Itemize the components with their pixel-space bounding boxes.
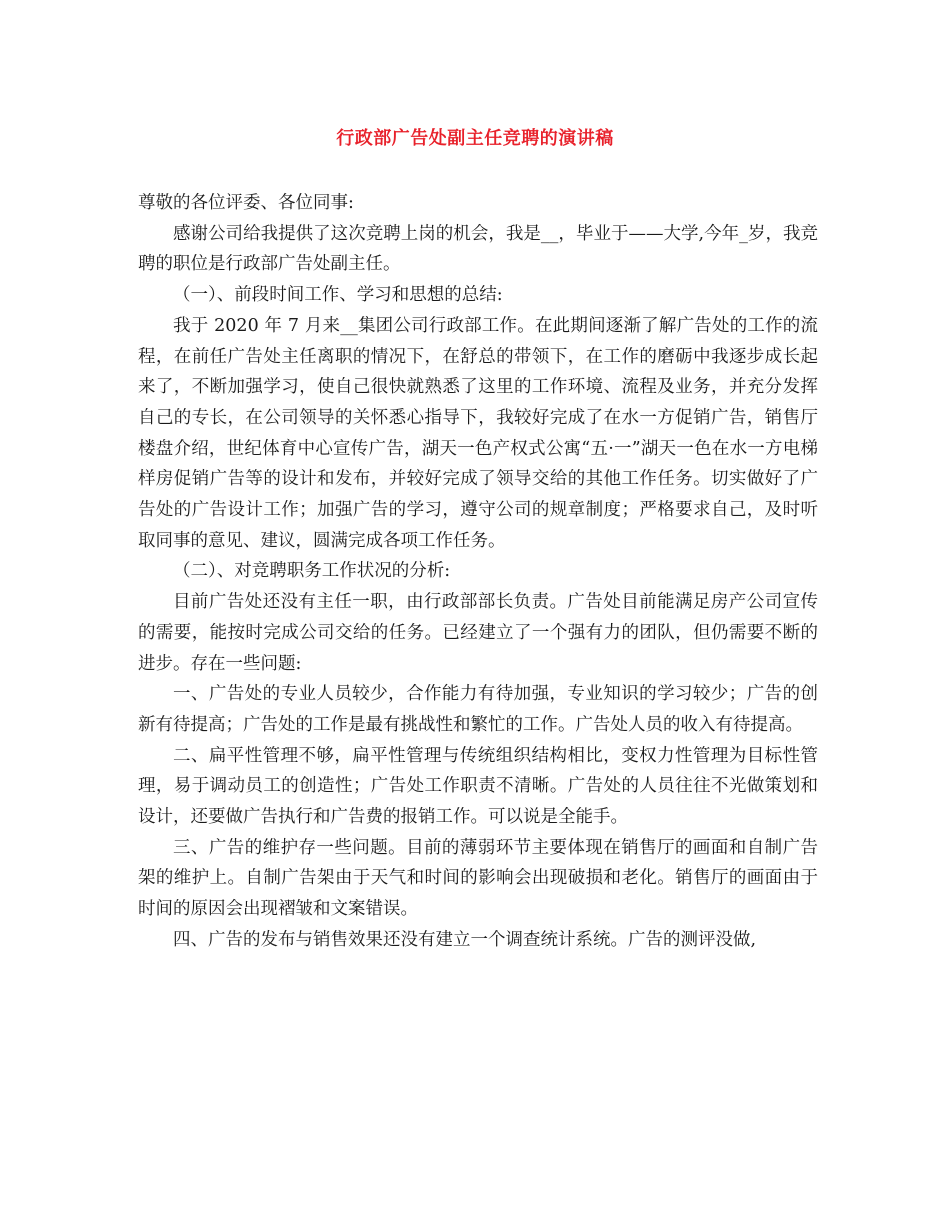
paragraph-issue-3: 三、广告的维护存一些问题。目前的薄弱环节主要体现在销售厅的画面和自制广告架的维护上。自制广告架由于天气和时间的影响会出现破损和老化。销售厅的画面由于时间的原因会出现褶皱和文案错误。 bbox=[138, 837, 818, 920]
paragraph-status: 目前广告处还没有主任一职，由行政部部长负责。广告处目前能满足房产公司宣传的需要，能按时完成公司交给的任务。已经建立了一个强有力的团队，但仍需要不断的进步。存在一些问题: bbox=[138, 592, 818, 674]
document-title: 行政部广告处副主任竞聘的演讲稿 bbox=[336, 128, 614, 149]
section-heading-1: （一）、前段时间工作、学习和思想的总结: bbox=[173, 285, 503, 306]
paragraph-issue-4: 四、广告的发布与销售效果还没有建立一个调查统计系统。广告的测评没做, bbox=[173, 929, 757, 950]
paragraph-work-summary: 我于 2020 年 7 月来__集团公司行政部工作。在此期间逐渐了解广告处的工作的流程，在前任广告处主任离职的情况下，在舒总的带领下，在工作的磨砺中我逐步成长起来了，不断加强学习，使自己很快就熟悉了这里的工作环境、流程及业务，并充分发挥自己的专长，在公司领导的关怀悉心指导下，我较好完成了在水一方促销广告，销售厅楼盘介绍，世纪体育中心宣传广告，湖天一色产权式公寓“五·一”湖天一色在水一方电梯样房促销广告等的设计和发布，并较好完成了领导交给的其他工作任务。切实做好了广告处的广告设计工作；加强广告的学习，遵守公司的规章制度；严格要求自己，及时听取同事的意见、建议，圆满完成各项工作任务。 bbox=[138, 315, 818, 551]
salutation: 尊敬的各位评委、各位同事: bbox=[138, 193, 354, 213]
section-heading-2: （二）、对竞聘职务工作状况的分析: bbox=[173, 561, 451, 582]
paragraph-issue-1: 一、广告处的专业人员较少，合作能力有待加强，专业知识的学习较少；广告的创新有待提高；广告处的工作是最有挑战性和繁忙的工作。广告处人员的收入有待提高。 bbox=[138, 684, 818, 735]
paragraph-intro: 感谢公司给我提供了这次竞聘上岗的机会，我是__，毕业于——大学,今年_岁，我竞聘的职位是行政部广告处副主任。 bbox=[138, 223, 818, 275]
paragraph-issue-2: 二、扁平性管理不够，扁平性管理与传统组织结构相比，变权力性管理为目标性管理，易于调动员工的创造性；广告处工作职责不清晰。广告处的人员往往不光做策划和设计，还要做广告执行和广告费的报销工作。可以说是全能手。 bbox=[138, 745, 818, 828]
document-body bbox=[138, 188, 818, 956]
